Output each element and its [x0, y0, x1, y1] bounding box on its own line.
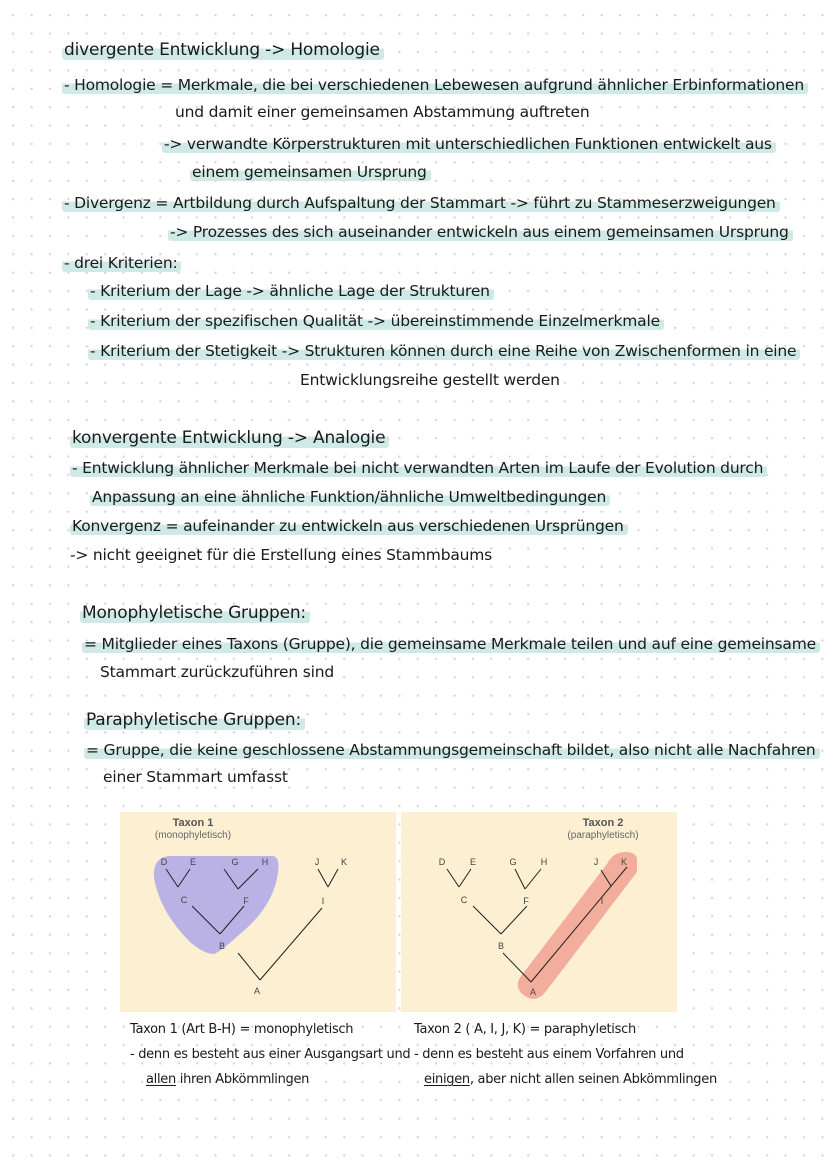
taxon2-caption-title: Taxon 2 ( A, I, J, K) = paraphyletisch — [414, 1022, 636, 1037]
node-g: G — [231, 857, 239, 867]
taxon1-caption-title: Taxon 1 (Art B-H) = monophyletisch — [130, 1022, 354, 1037]
monophyletic-heading: Monophyletische Gruppen: — [80, 603, 310, 623]
taxon2-caption-einigen: einigen — [424, 1072, 470, 1087]
taxon1-subtitle: (monophyletisch) — [154, 830, 232, 841]
homologie-consequence-cont: einem gemeinsamen Ursprung — [190, 162, 431, 182]
kriterium-stetigkeit: - Kriterium der Stetigkeit -> Strukturen können durch eine Reihe von Zwischenformen in eine — [88, 341, 800, 361]
convergent-heading: konvergente Entwicklung -> Analogie — [70, 428, 389, 448]
node-b: B — [218, 941, 226, 951]
node-j: J — [314, 857, 320, 867]
paraphyletic-definition: = Gruppe, die keine geschlossene Abstammungsgemeinschaft bildet, also nicht alle Nachfahren — [84, 740, 820, 760]
taxon1-caption-reason: - denn es besteht aus einer Ausgangsart und — [130, 1047, 411, 1062]
homologie-definition: - Homologie = Merkmale, die bei verschiedenen Lebewesen aufgrund ähnlicher Erbinformationen — [62, 75, 808, 95]
kriterium-stetigkeit-cont: Entwicklungsreihe gestellt werden — [300, 371, 560, 389]
monophyletic-definition: = Mitglieder eines Taxons (Gruppe), die gemeinsame Merkmale teilen und auf eine gemeinsame — [82, 634, 820, 654]
node-d: D — [438, 857, 446, 867]
node-i: I — [321, 896, 325, 906]
node-f: F — [243, 896, 249, 906]
homologie-definition-cont: und damit einer gemeinsamen Abstammung auftreten — [175, 103, 590, 121]
taxon2-caption-reason: - denn es besteht aus einem Vorfahren und — [414, 1047, 684, 1062]
node-c: C — [460, 895, 468, 905]
taxon1-caption-allen: allen — [146, 1072, 176, 1087]
taxon1-monophyletic-highlight — [154, 856, 279, 954]
taxon2-caption-reason-cont: einigen, aber nicht allen seinen Abkömmlingen — [424, 1072, 717, 1087]
taxon1-title: Taxon 1 — [172, 817, 214, 829]
node-h: H — [540, 857, 548, 867]
node-j: J — [593, 857, 599, 867]
node-h: H — [261, 857, 269, 867]
node-a: A — [253, 986, 261, 996]
divergenz-definition: - Divergenz = Artbildung durch Aufspaltung der Stammart -> führt zu Stammeserzweigungen — [62, 193, 780, 213]
node-k: K — [620, 857, 628, 867]
divergenz-process: -> Prozesses des sich auseinander entwickeln aus einem gemeinsamen Ursprung — [168, 222, 793, 242]
paraphyletic-definition-cont: einer Stammart umfasst — [103, 768, 288, 786]
taxon2-panel — [401, 812, 677, 1012]
node-a: A — [529, 987, 537, 997]
homologie-consequence: -> verwandte Körperstrukturen mit unterschiedlichen Funktionen entwickelt aus — [162, 134, 776, 154]
taxon2-tree — [401, 812, 677, 1012]
convergent-definition-cont: Anpassung an eine ähnliche Funktion/ähnliche Umweltbedingungen — [90, 487, 610, 507]
node-d: D — [160, 857, 168, 867]
taxon1-caption-reason-cont: allen ihren Abkömmlingen — [146, 1072, 310, 1087]
kriterium-lage: - Kriterium der Lage -> ähnliche Lage der Strukturen — [88, 281, 494, 301]
kriterium-qualitaet: - Kriterium der spezifischen Qualität -> übereinstimmende Einzelmerkmale — [88, 311, 664, 331]
node-e: E — [189, 857, 197, 867]
node-e: E — [469, 857, 477, 867]
node-g: G — [509, 857, 517, 867]
divergent-heading: divergente Entwicklung -> Homologie — [62, 40, 384, 60]
monophyletic-definition-cont: Stammart zurückzuführen sind — [100, 663, 334, 681]
node-b: B — [497, 941, 505, 951]
node-f: F — [523, 896, 529, 906]
paraphyletic-heading: Paraphyletische Gruppen: — [84, 710, 305, 730]
taxon2-subtitle: (paraphyletisch) — [567, 830, 639, 841]
taxon1-panel — [120, 812, 396, 1012]
node-c: C — [180, 895, 188, 905]
convergent-definition: - Entwicklung ähnlicher Merkmale bei nicht verwandten Arten im Laufe der Evolution durch — [70, 458, 767, 478]
kriterien-heading: - drei Kriterien: — [62, 253, 181, 273]
konvergenz-definition: Konvergenz = aufeinander zu entwickeln aus verschiedenen Ursprüngen — [70, 516, 628, 536]
taxon2-title: Taxon 2 — [582, 817, 624, 829]
node-i: I — [600, 896, 604, 906]
convergent-note: -> nicht geeignet für die Erstellung eines Stammbaums — [70, 546, 493, 564]
node-k: K — [340, 857, 348, 867]
taxon1-tree — [120, 812, 396, 1012]
